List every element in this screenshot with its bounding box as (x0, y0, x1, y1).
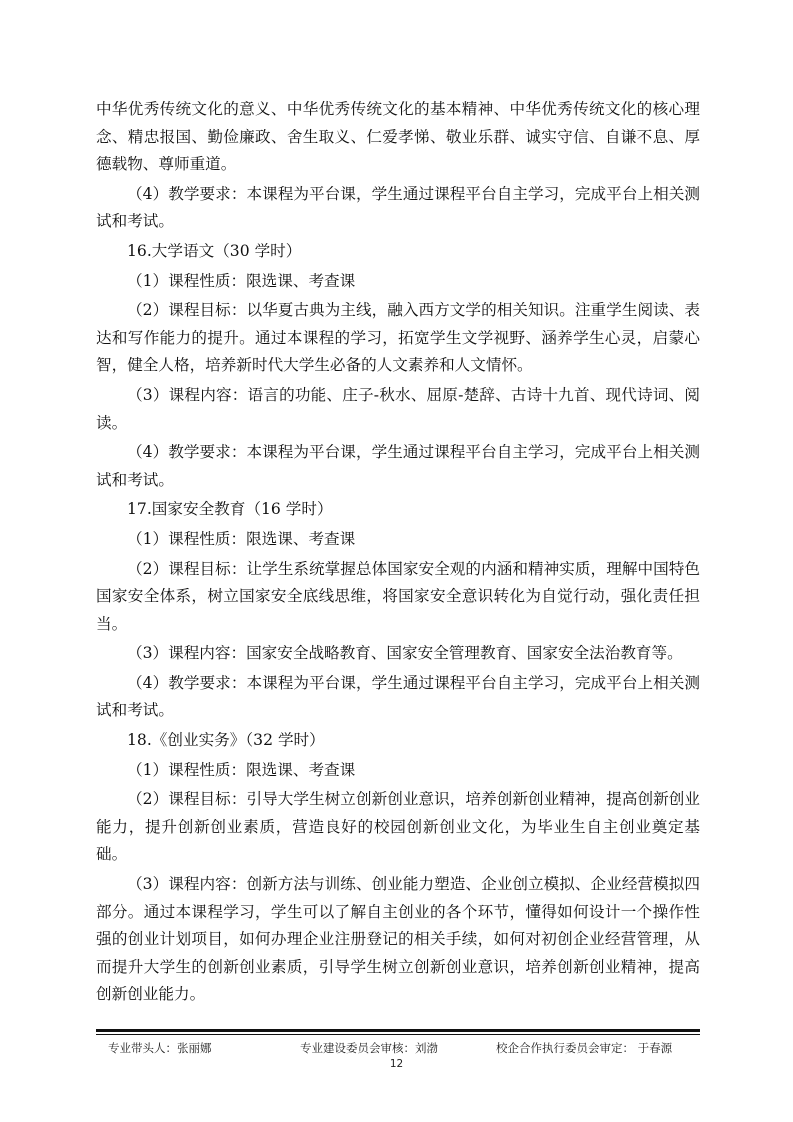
paragraph-nature-18: （1）课程性质：限选课、考查课 (127, 760, 356, 779)
paragraph-teaching-req-15: （4）教学要求：本课程为平台课，学生通过课程平台自主学习，完成平台上相关测试和考试。 (96, 184, 700, 231)
paragraph-content-17: （3）课程内容：国家安全战略教育、国家安全管理教育、国家安全法治教育等。 (127, 644, 683, 663)
footer-reviewer: 专业建设委员会审核：刘渤 (300, 1041, 438, 1055)
paragraph-content-16: （3）课程内容：语言的功能、庄子-秋水、屈原-楚辞、古诗十九首、现代诗词、阅读。 (96, 385, 700, 432)
footer-divider-thick (96, 1029, 700, 1032)
footer-leader: 专业带头人：张丽娜 (108, 1041, 212, 1055)
paragraph-nature-17: （1）课程性质：限选课、考查课 (127, 529, 356, 548)
paragraph-content-18: （3）课程内容：创新方法与训练、创业能力塑造、企业创立模拟、企业经营模拟四部分。通过本课程学习，学生可以了解自主创业的各个环节，懂得如何设计一个操作性强的创业计划项目，如何办理企业注册登记的相关手续，如何对初创企业经营管理，从而提升大学生的创新创业素质，引导学生树立创新创业意识，培养创新创业精神，提高创新创业能力。 (96, 875, 700, 1004)
paragraph-goal-18: （2）课程目标：引导大学生树立创新创业意识，培养创新创业精神，提高创新创业能力，提升创新创业素质，营造良好的校园创新创业文化，为毕业生自主创业奠定基础。 (96, 790, 700, 864)
paragraph-goal-16: （2）课程目标：以华夏古典为主线，融入西方文学的相关知识。注重学生阅读、表达和写作能力的提升。通过本课程的学习，拓宽学生文学视野、涵养学生心灵，启蒙心智，健全人格，培养新时代大学生必备的人文素养和人文情怀。 (96, 301, 700, 375)
page-number: 12 (389, 1058, 404, 1070)
document-body (96, 96, 700, 1009)
course-heading-16: 16.大学语文（30 学时） (127, 241, 302, 260)
footer-approver: 校企合作执行委员会审定： 于春源 (496, 1041, 673, 1055)
paragraph-nature-16: （1）课程性质：限选课、考查课 (127, 271, 356, 290)
paragraph-teaching-req-16: （4）教学要求：本课程为平台课，学生通过课程平台自主学习，完成平台上相关测试和考试。 (96, 443, 700, 489)
paragraph-goal-17: （2）课程目标：让学生系统掌握总体国家安全观的内涵和精神实质，理解中国特色国家安全体系，树立国家安全底线思维，将国家安全意识转化为自觉行动，强化责任担当。 (96, 559, 700, 633)
paragraph-teaching-req-17: （4）教学要求：本课程为平台课，学生通过课程平台自主学习，完成平台上相关测试和考试。 (96, 673, 700, 720)
course-heading-18: 18.《创业实务》（32 学时） (127, 731, 325, 750)
course-heading-17: 17.国家安全教育（16 学时） (127, 500, 333, 519)
footer (96, 1040, 700, 1058)
paragraph-continuation: 中华优秀传统文化的意义、中华优秀传统文化的基本精神、中华优秀传统文化的核心理念、精忠报国、勤俭廉政、舍生取义、仁爱孝悌、敬业乐群、诚实守信、自谦不息、厚德载物、尊师重道。 (96, 100, 700, 174)
footer-divider-thin (96, 1034, 700, 1035)
